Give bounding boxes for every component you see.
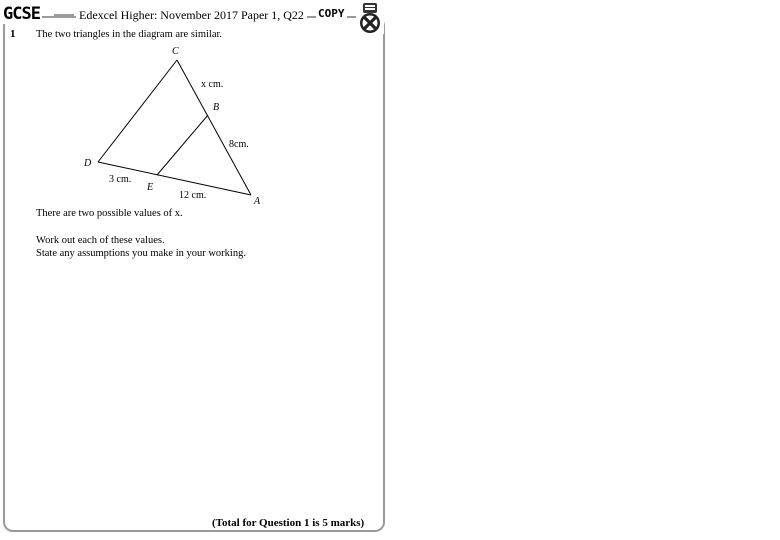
question-line-values: There are two possible values of x. — [36, 208, 183, 219]
side-dc — [98, 60, 177, 162]
question-number: 1 — [10, 28, 16, 40]
label-c: C — [172, 46, 179, 57]
label-a: A — [254, 196, 261, 207]
side-eb — [157, 115, 208, 175]
label-b: B — [213, 102, 220, 113]
copy-label: COPY — [318, 7, 345, 20]
gcse-logo: GCSE — [3, 4, 40, 24]
label-x-cm: x cm. — [201, 79, 224, 90]
label-12cm: 12 cm. — [179, 190, 207, 201]
label-d: D — [84, 158, 92, 169]
question-intro: The two triangles in the diagram are similar. — [36, 29, 223, 40]
question-line-assumptions: State any assumptions you make in your working. — [36, 248, 246, 259]
paper-title: Edexcel Higher: November 2017 Paper 1, Q22 — [76, 8, 307, 23]
label-e: E — [147, 182, 154, 193]
question-line-work-out: Work out each of these values. — [36, 235, 165, 246]
similar-triangles-diagram — [0, 0, 390, 220]
label-8cm: 8cm. — [229, 139, 249, 150]
label-3cm: 3 cm. — [109, 174, 132, 185]
total-marks: (Total for Question 1 is 5 marks) — [212, 517, 365, 529]
